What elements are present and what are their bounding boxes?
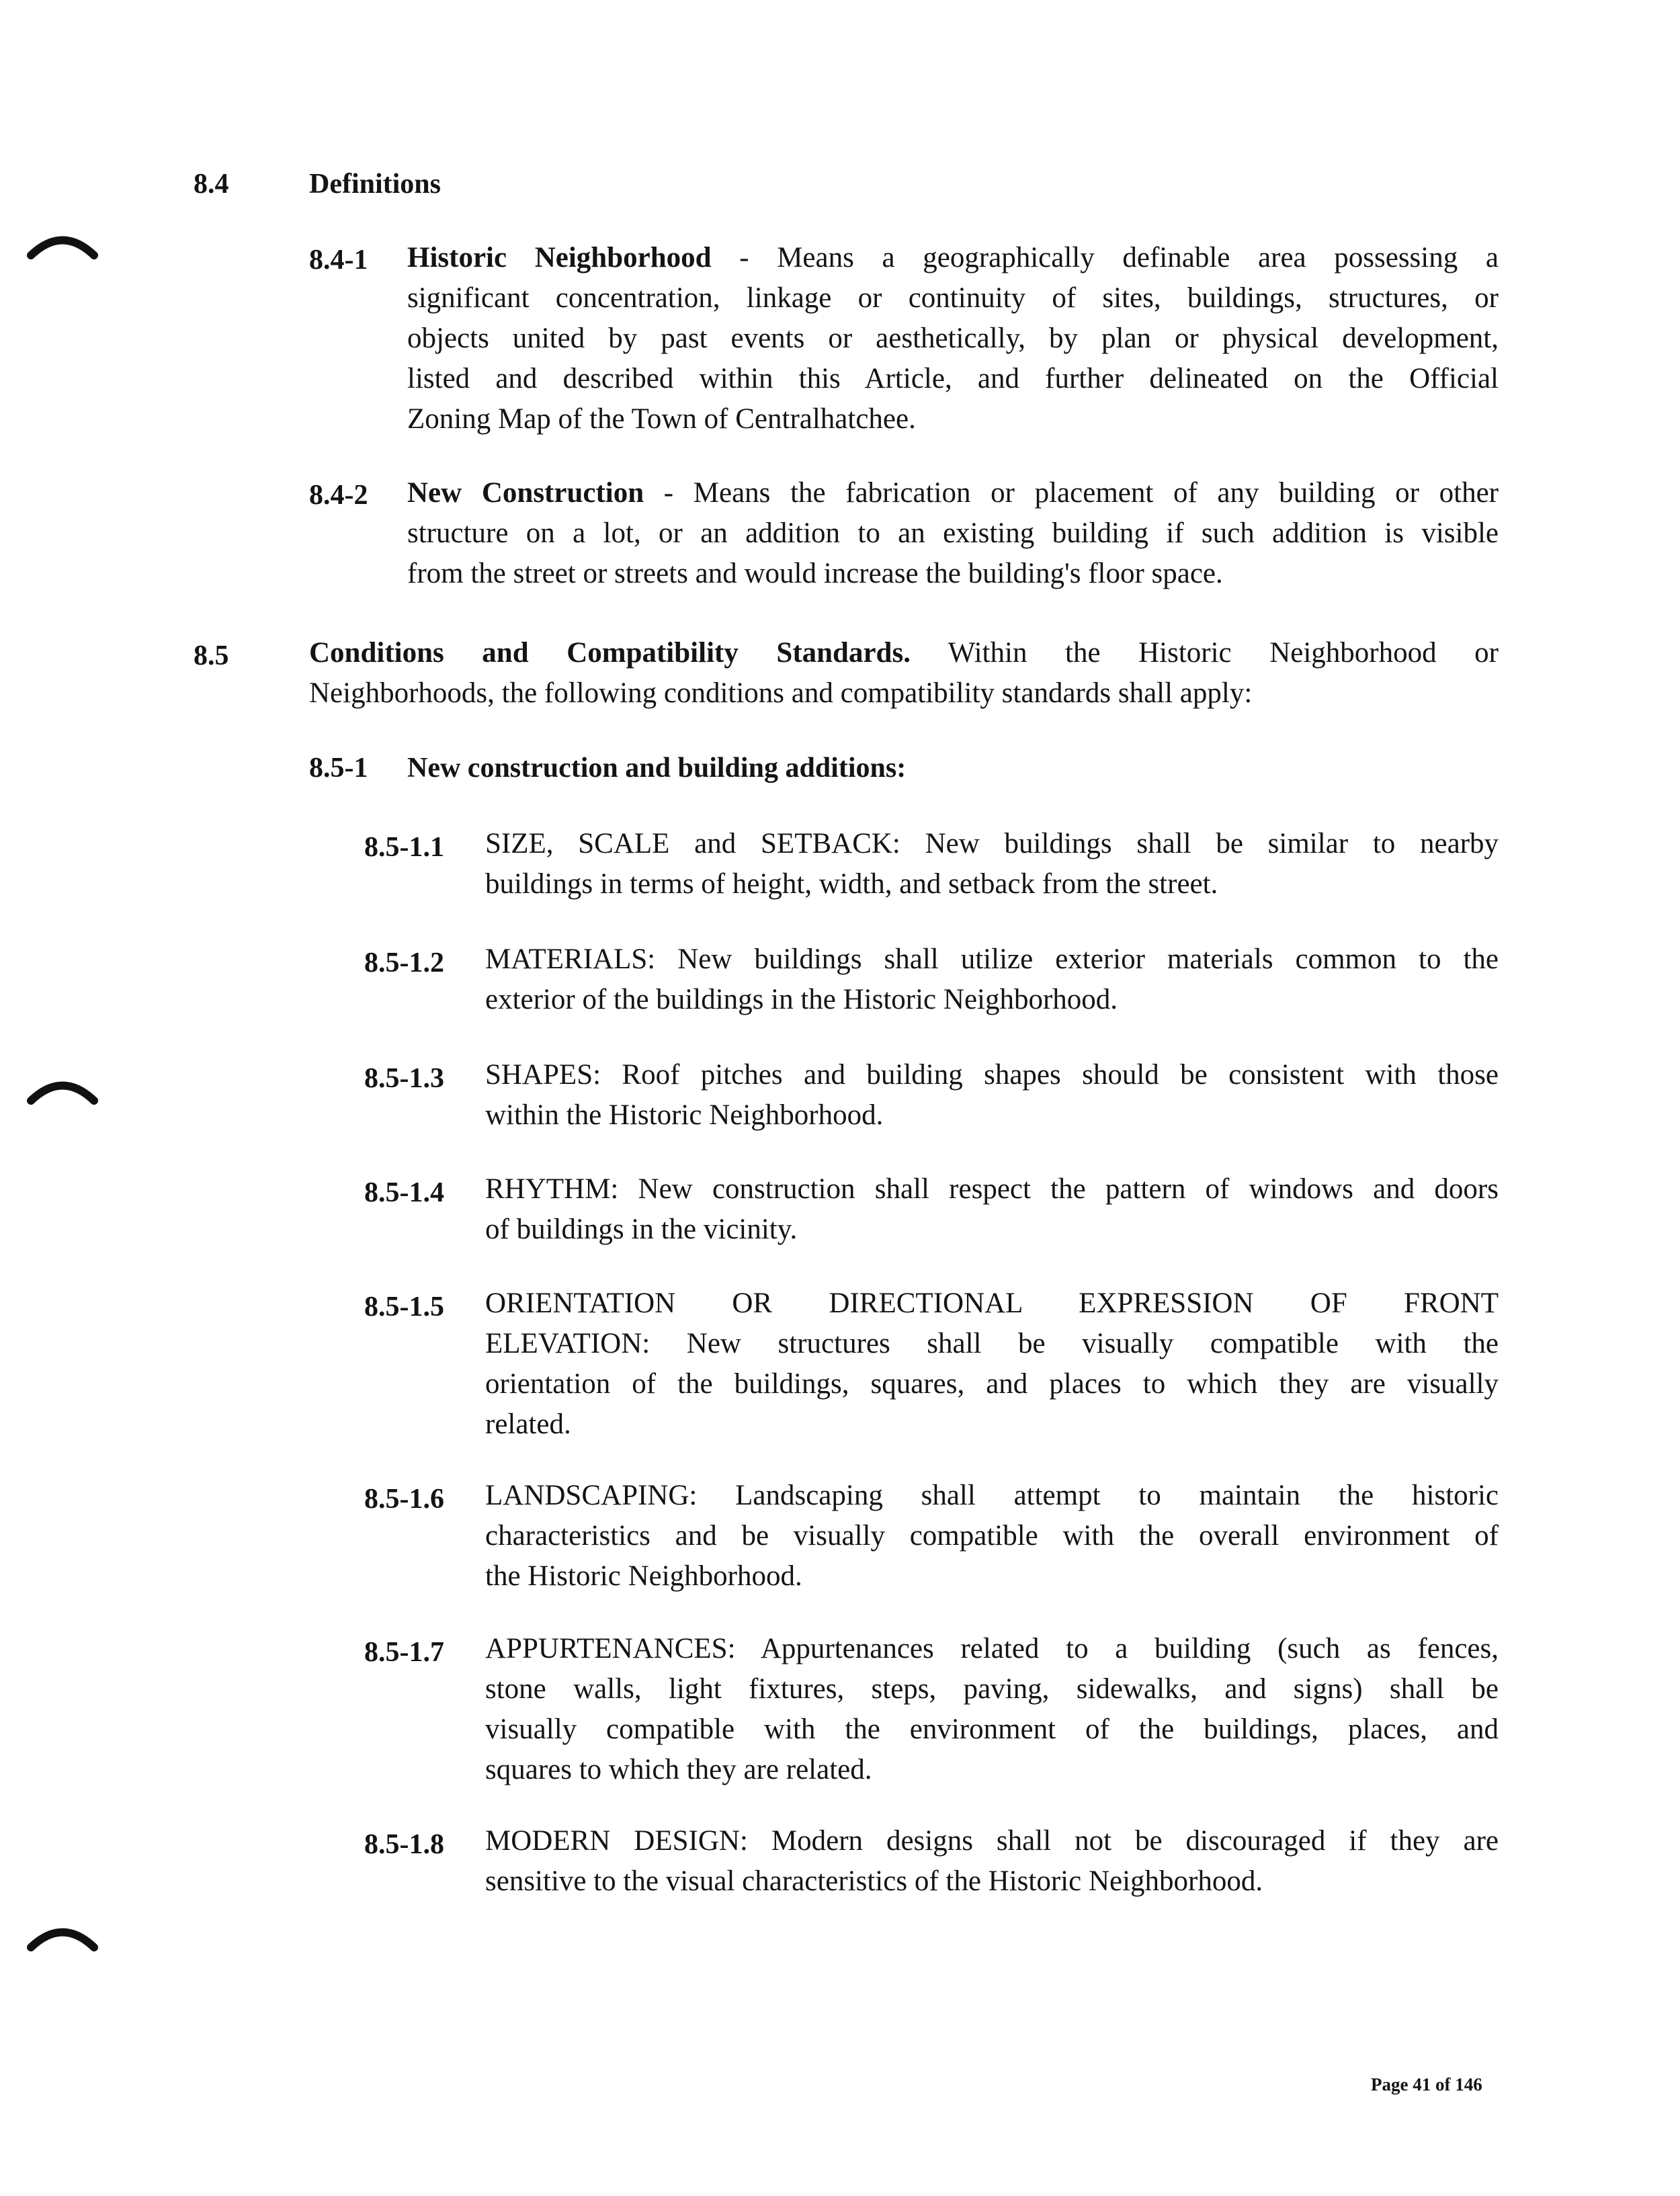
item-appurtenances: APPURTENANCES: Appurtenances related to a building (such as fences, stone walls, light fixtures, steps, paving, sidewalks, and signs) shall be visually compatible with the environment of the buildings, places, and squares to which they are related.: [485, 1633, 1499, 1785]
punch-hole-mark: [26, 1920, 99, 1961]
item-number: 8.5-1.3: [364, 1063, 444, 1094]
item-number: 8.5-1.2: [364, 947, 444, 978]
item-number: 8.5-1.7: [364, 1637, 444, 1668]
item-modern-design: MODERN DESIGN: Modern designs shall not be discouraged if they are sensitive to the visual characteristics of the Historic Neighborhood.: [485, 1825, 1499, 1897]
item-shapes: SHAPES: Roof pitches and building shapes should be consistent with those within the Historic Neighborhood.: [485, 1059, 1499, 1131]
item-rhythm: RHYTHM: New construction shall respect the pattern of windows and doors of buildings in the vicinity.: [485, 1173, 1499, 1245]
definition-historic-neighborhood: Historic Neighborhood - Means a geographically definable area possessing a significant concentration, linkage or continuity of sites, buildings, structures, or objects united by past events or aesthetically, by plan or physical development, listed and described within this Article, and further delineated on the Official Zoning Map of the Town of Centralhatchee.: [407, 242, 1499, 435]
section-number: 8.4: [194, 169, 229, 200]
definition-term: New Construction: [407, 477, 644, 509]
item-landscaping: LANDSCAPING: Landscaping shall attempt to maintain the historic characteristics and be visually compatible with the overall environment of the Historic Neighborhood.: [485, 1480, 1499, 1592]
punch-hole-mark: [26, 1074, 99, 1114]
item-orientation: ORIENTATION OR DIRECTIONAL EXPRESSION OF FRONT ELEVATION: New structures shall be visually compatible with the orientation of the buildings, squares, and places to which they are visually related.: [485, 1287, 1499, 1440]
section-title: Definitions: [309, 169, 442, 200]
section-title: Conditions and Compatibility Standards.: [309, 637, 911, 669]
item-number: 8.5-1.6: [364, 1484, 444, 1515]
section-conditions-text: Conditions and Compatibility Standards. Within the Historic Neighborhood or Neighborhoods, the following conditions and compatibility standards shall apply:: [309, 637, 1499, 709]
definition-number: 8.4-2: [309, 480, 368, 511]
subsection-number: 8.5-1: [309, 753, 368, 784]
definition-number: 8.4-1: [309, 245, 368, 276]
definition-new-construction: New Construction - Means the fabrication or placement of any building or other structure on a lot, or an addition to an existing building if such addition is visible from the street or streets and would increase the building's floor space.: [407, 477, 1499, 589]
item-number: 8.5-1.4: [364, 1177, 444, 1208]
item-number: 8.5-1.5: [364, 1292, 444, 1322]
subsection-title: New construction and building additions:: [407, 753, 907, 784]
item-number: 8.5-1.8: [364, 1829, 444, 1860]
punch-hole-mark: [26, 228, 99, 269]
item-materials: MATERIALS: New buildings shall utilize exterior materials common to the exterior of the buildings in the Historic Neighborhood.: [485, 943, 1499, 1015]
item-number: 8.5-1.1: [364, 832, 444, 863]
item-size-scale-setback: SIZE, SCALE and SETBACK: New buildings shall be similar to nearby buildings in terms of height, width, and setback from the street.: [485, 828, 1499, 900]
section-number: 8.5: [194, 640, 229, 671]
page-number: Page 41 of 146: [1371, 2074, 1482, 2095]
definition-term: Historic Neighborhood: [407, 242, 712, 273]
